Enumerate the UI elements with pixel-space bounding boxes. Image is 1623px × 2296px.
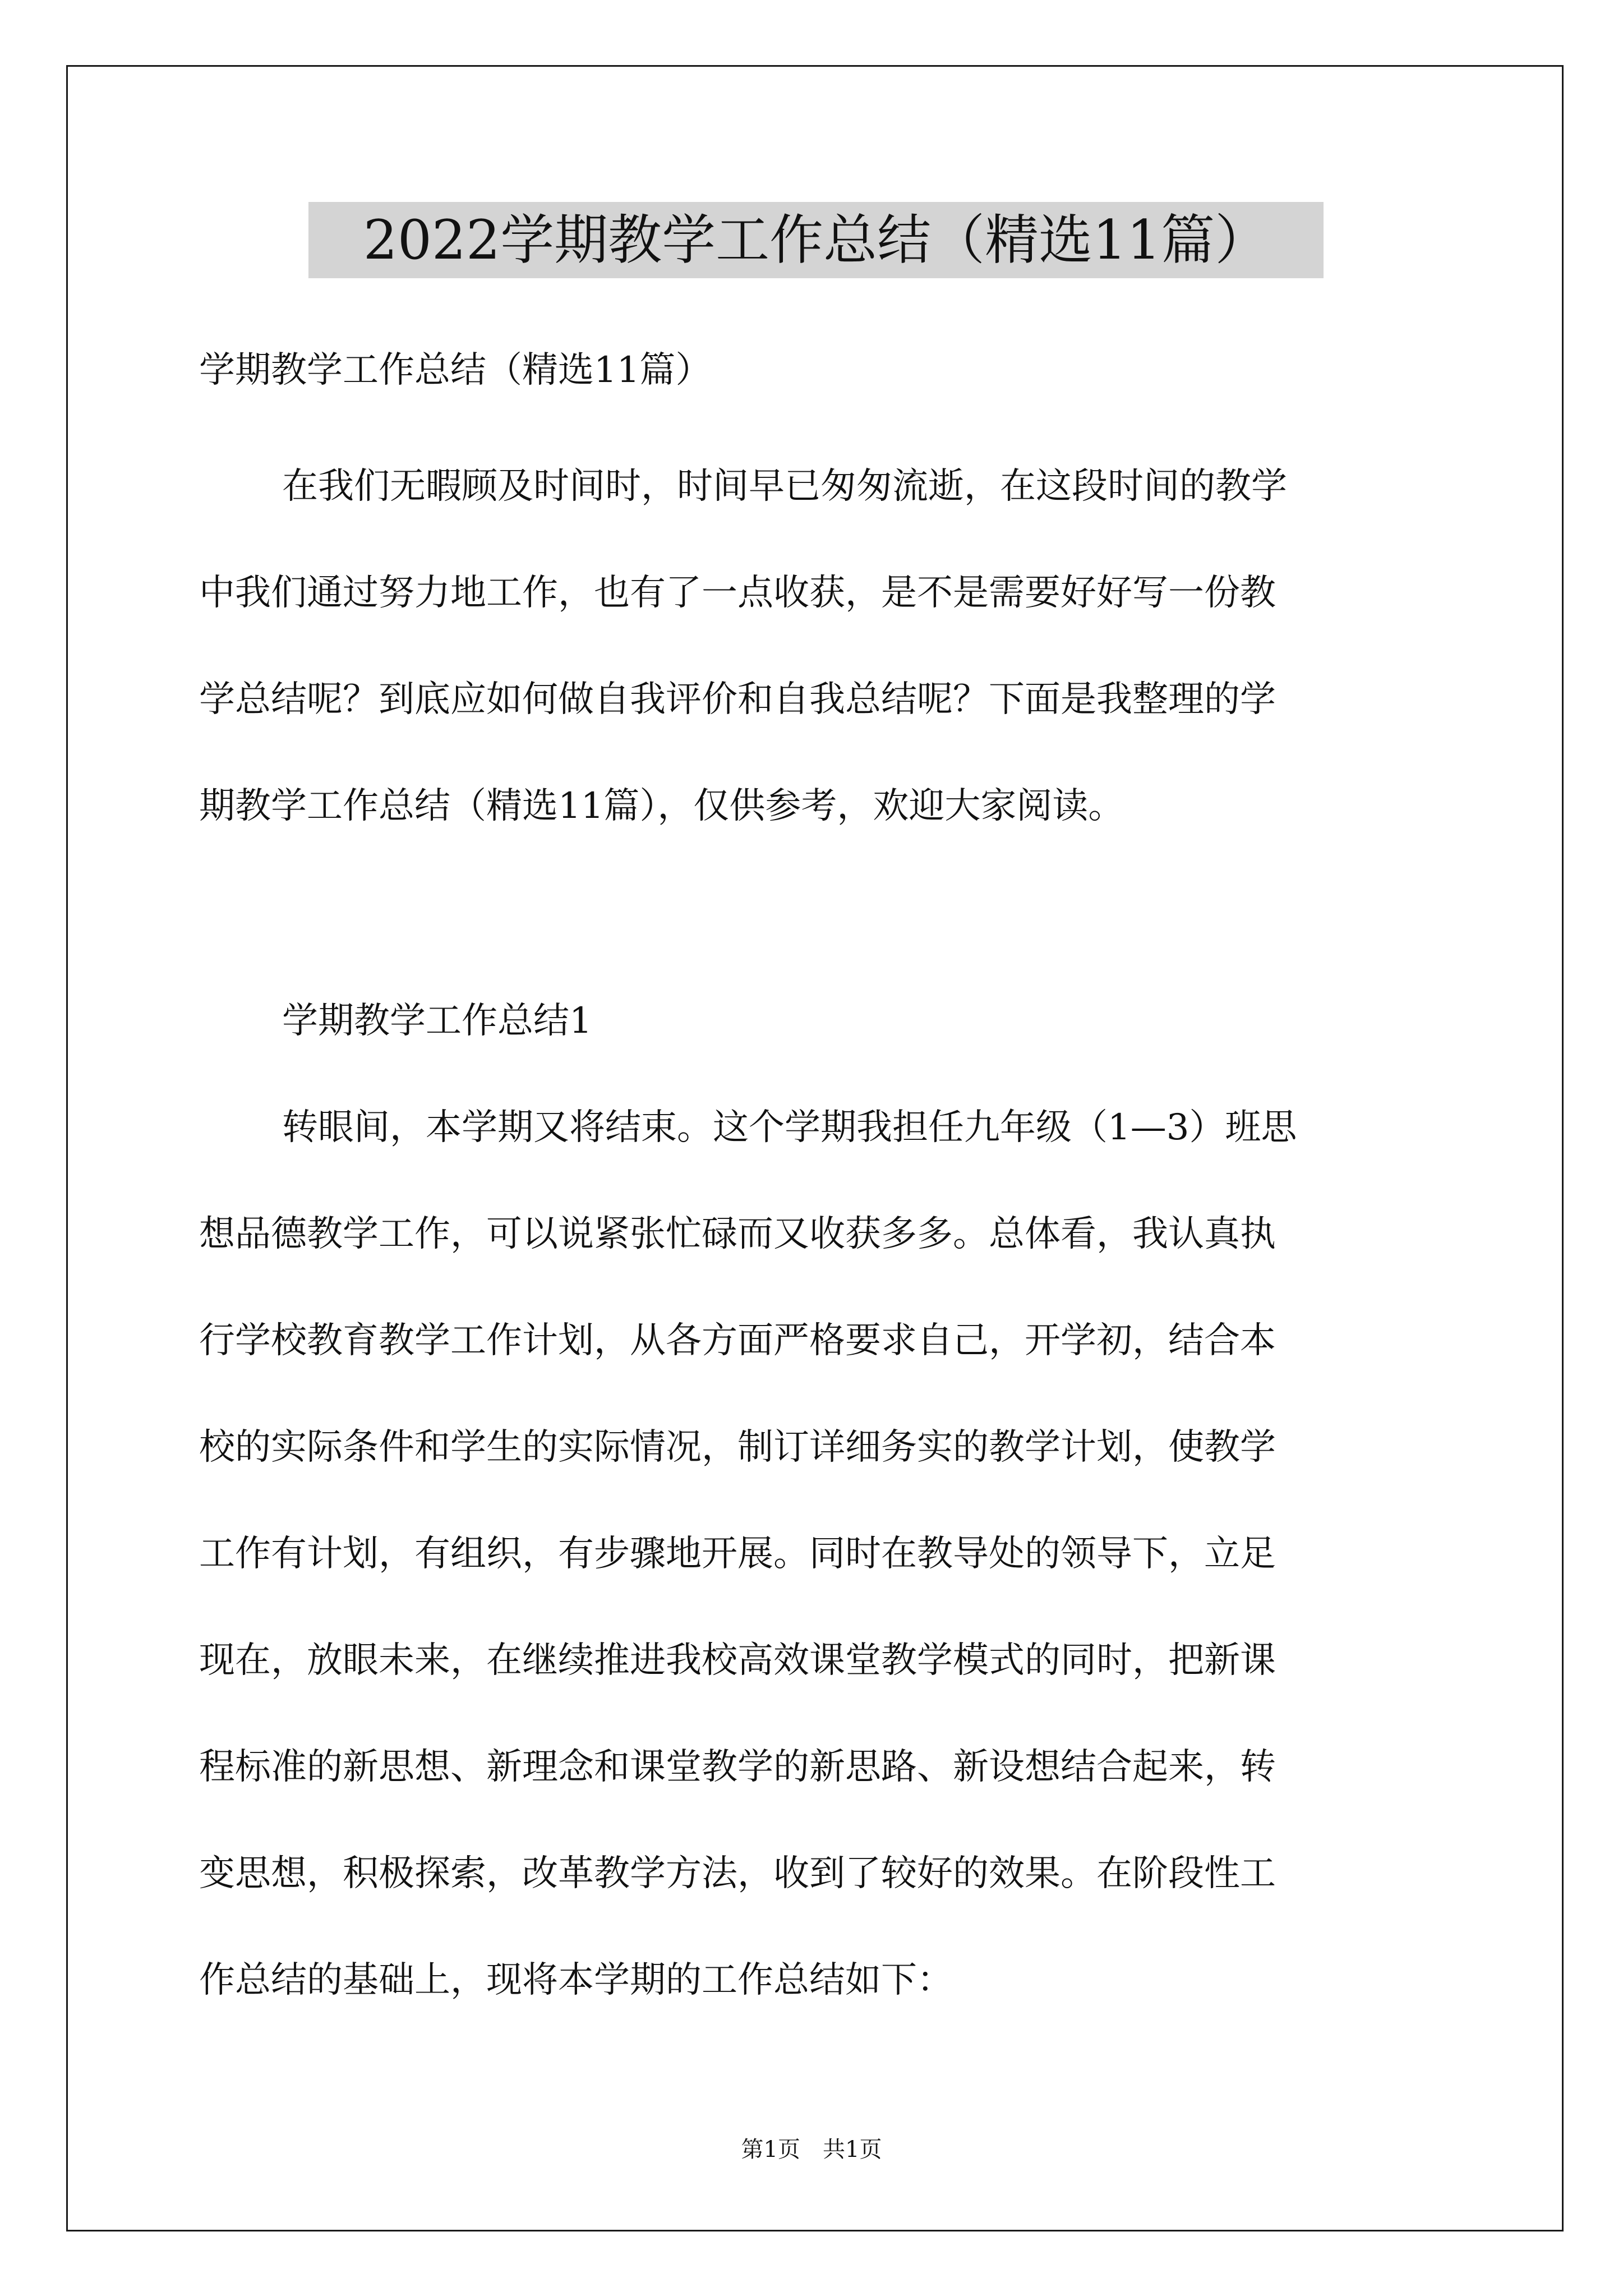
body-line-6: 现在，放眼未来，在继续推进我校高效课堂教学模式的同时，把新课 — [199, 1640, 1276, 1681]
document-title-text: 2022学期教学工作总结（精选11篇） — [363, 209, 1269, 272]
document-subtitle: 学期教学工作总结（精选11篇） — [199, 349, 712, 391]
intro-line-2: 中我们通过努力地工作，也有了一点收获，是不是需要好好写一份教 — [199, 572, 1276, 614]
document-title — [308, 202, 1324, 278]
body-line-9: 作总结的基础上，现将本学期的工作总结如下： — [199, 1959, 953, 2001]
body-line-8: 变思想，积极探索，改革教学方法，收到了较好的效果。在阶段性工 — [199, 1853, 1276, 1894]
section-heading: 学期教学工作总结1 — [282, 1000, 592, 1042]
intro-line-1: 在我们无暇顾及时间时，时间早已匆匆流逝，在这段时间的教学 — [282, 466, 1287, 507]
body-line-5: 工作有计划，有组织，有步骤地开展。同时在教导处的领导下，立足 — [199, 1533, 1276, 1575]
page-footer: 第1页 共1页 — [741, 2137, 882, 2162]
body-line-2: 想品德教学工作，可以说紧张忙碌而又收获多多。总体看，我认真执 — [199, 1213, 1276, 1255]
body-line-7: 程标准的新思想、新理念和课堂教学的新思路、新设想结合起来，转 — [199, 1746, 1276, 1788]
body-line-1: 转眼间，本学期又将结束。这个学期我担任九年级（1—3）班思 — [282, 1107, 1297, 1148]
body-line-4: 校的实际条件和学生的实际情况，制订详细务实的教学计划，使教学 — [199, 1427, 1276, 1468]
intro-line-3: 学总结呢？到底应如何做自我评价和自我总结呢？下面是我整理的学 — [199, 679, 1276, 720]
intro-line-4: 期教学工作总结（精选11篇），仅供参考，欢迎大家阅读。 — [199, 785, 1124, 827]
body-line-3: 行学校教育教学工作计划，从各方面严格要求自己，开学初，结合本 — [199, 1320, 1276, 1361]
